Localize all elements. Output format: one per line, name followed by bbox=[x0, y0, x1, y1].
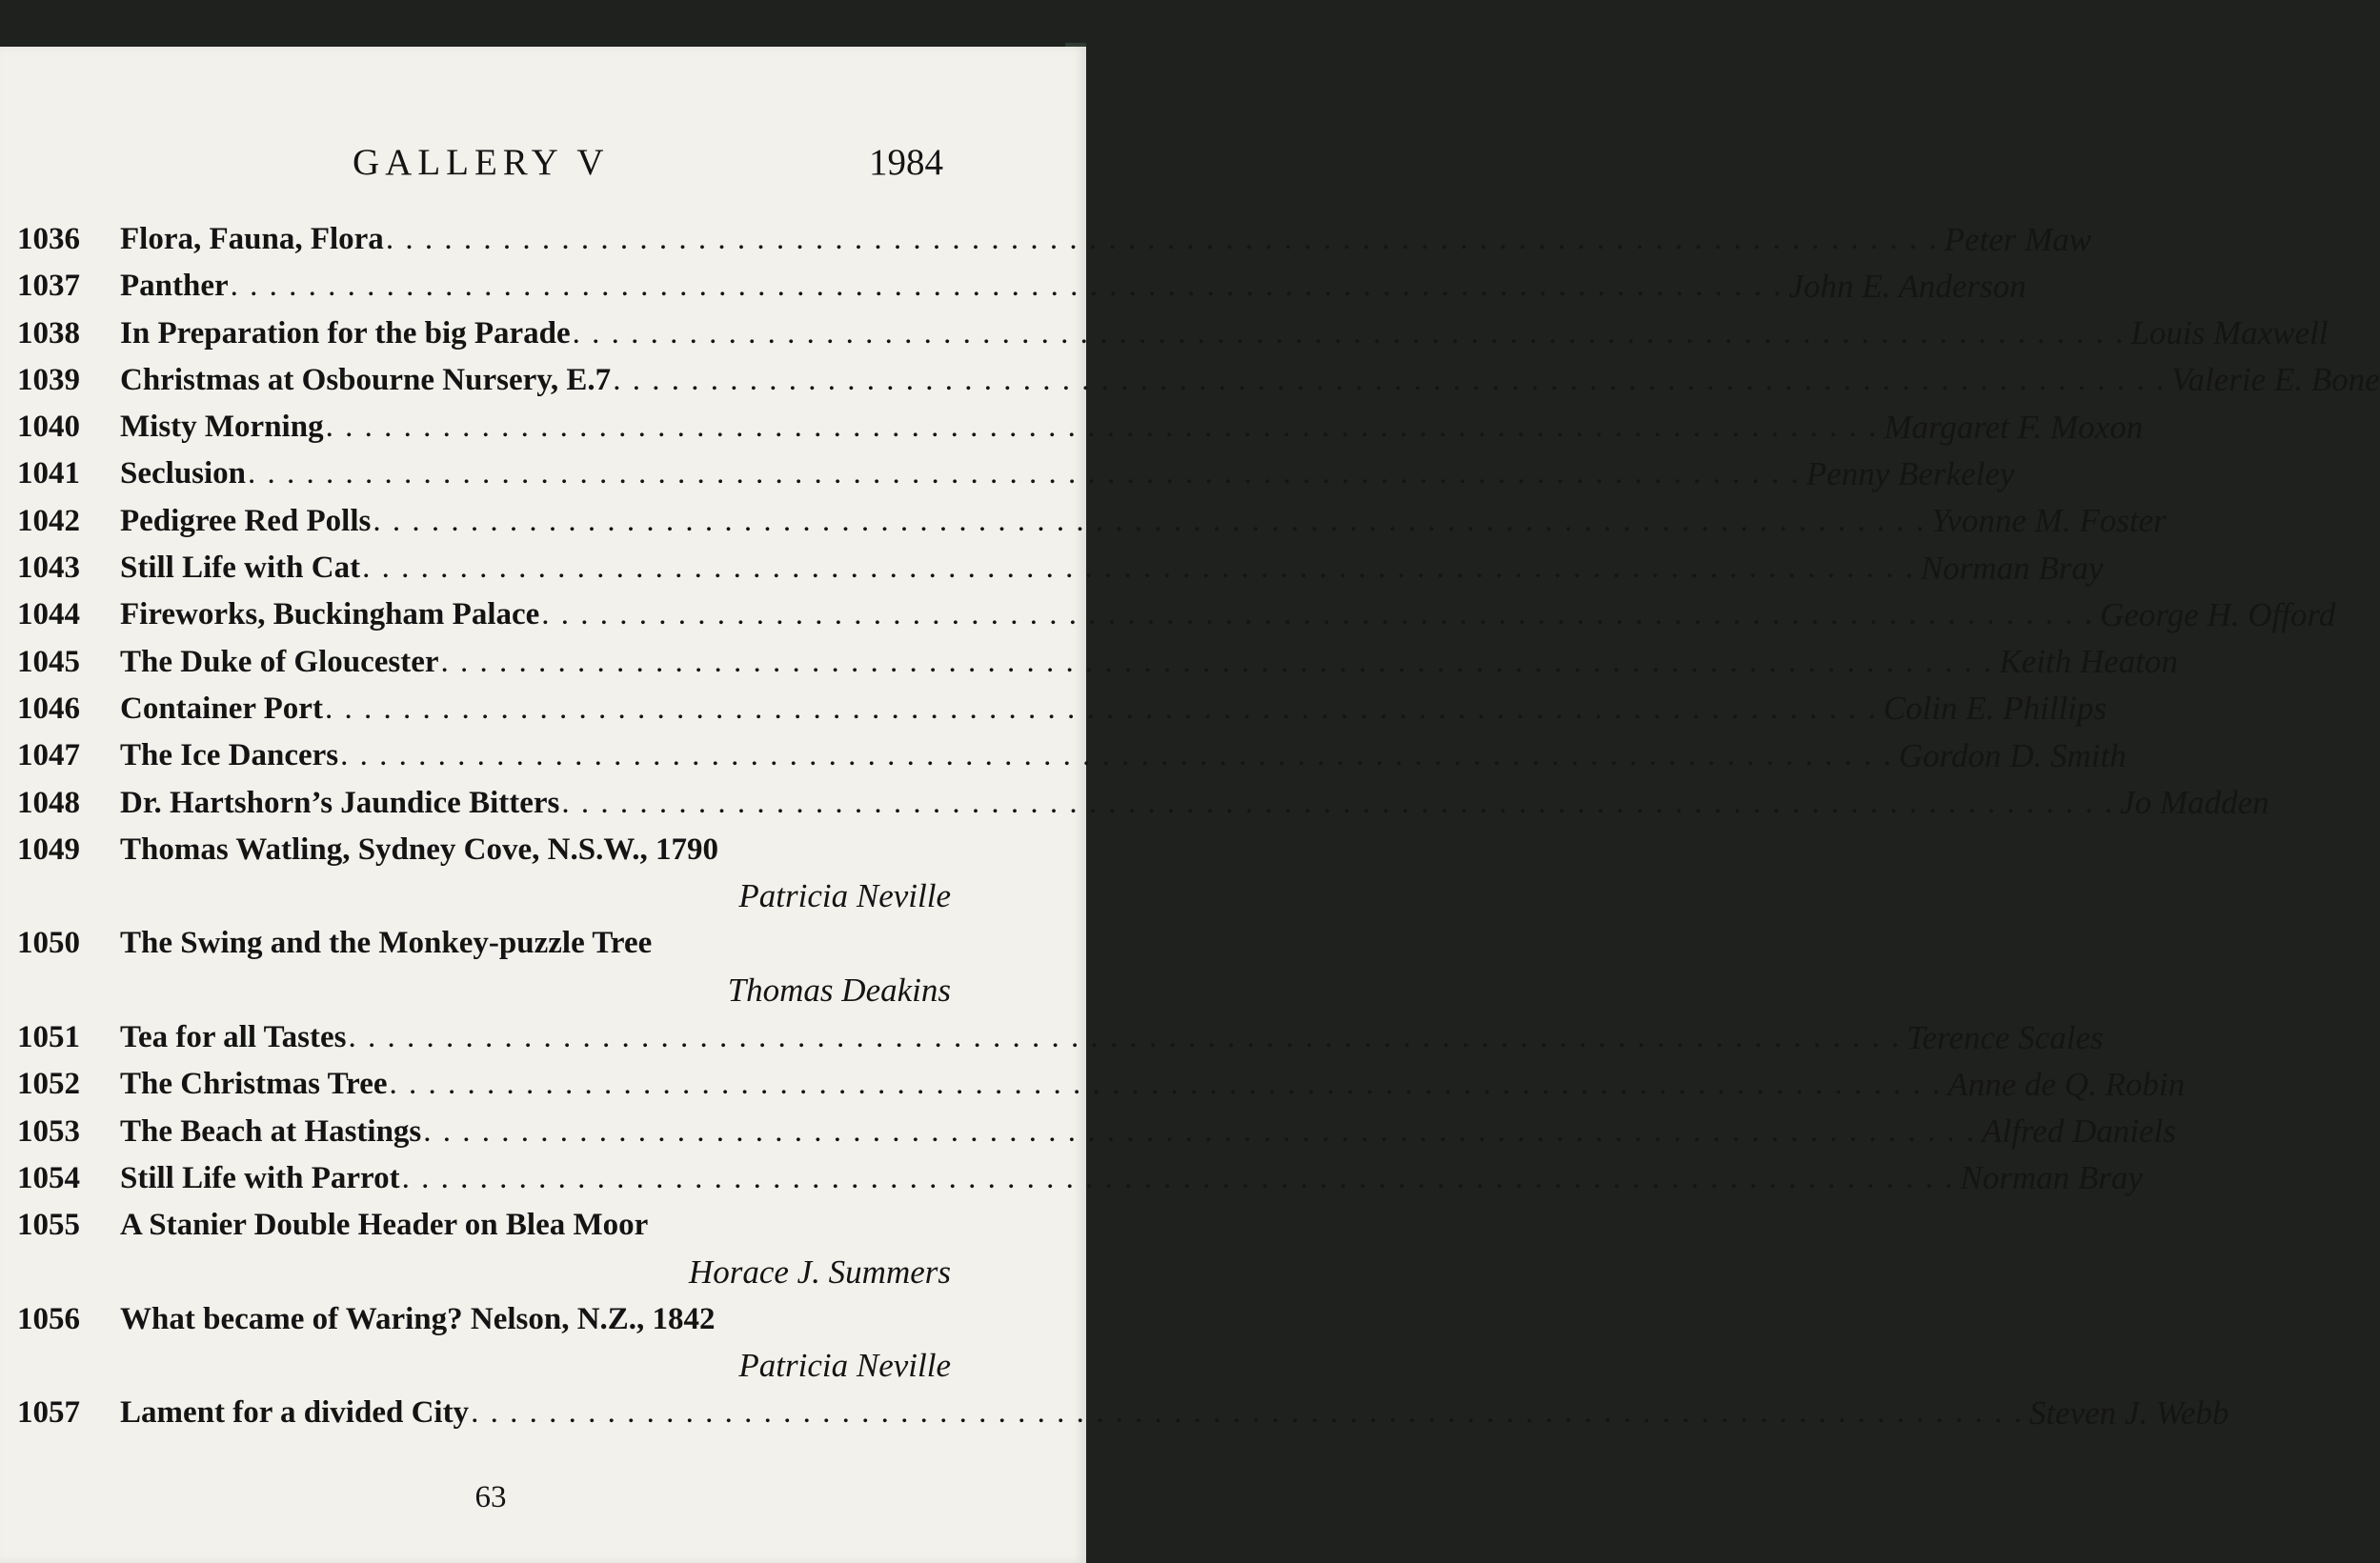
entry-artist: Gordon D. Smith bbox=[1898, 736, 2127, 774]
dot-leader: . . . . . . . . . . . . . . . . . . . . . . . . . . . . . . . . . . . . . . . . . . . . . . . . . . . . . . . . . . . . . . . . . . . . . . . . . . . . . . . . bbox=[340, 738, 1893, 773]
entry-number: 1038 bbox=[17, 315, 80, 351]
year: 1984 bbox=[869, 142, 943, 183]
entry-title: A Stanier Double Header on Blea Moor bbox=[120, 1208, 649, 1243]
entry-artist: Patricia Neville bbox=[738, 877, 951, 915]
entry-number: 1036 bbox=[17, 222, 80, 256]
book-page bbox=[0, 47, 2380, 1563]
dot-leader: . . . . . . . . . . . . . . . . . . . . . . . . . . . . . . . . . . . . . . . . . . . . . . . . . . . . . . . . . . . . . . . . . . . . . . . . . . . . . . . . bbox=[572, 315, 2126, 351]
entry-artist: Yvonne M. Foster bbox=[1931, 502, 2167, 540]
entry-number: 1040 bbox=[17, 410, 80, 445]
dot-leader: . . . . . . . . . . . . . . . . . . . . . . . . . . . . . . . . . . . . . . . . . . . . . . . . . . . . . . . . . . . . . . . . . . . . . . . . . . . . . . . . bbox=[248, 456, 1801, 491]
dot-leader: . . . . . . . . . . . . . . . . . . . . . . . . . . . . . . . . . . . . . . . . . . . . . . . . . . . . . . . . . . . . . . . . . . . . . . . . . . . . . . . . bbox=[324, 691, 1878, 726]
catalogue-entry bbox=[17, 311, 2329, 357]
catalogue-entry bbox=[17, 357, 2380, 404]
catalogue-entry bbox=[17, 451, 2015, 497]
entry-artist: Steven J. Webb bbox=[2028, 1393, 2229, 1432]
entry-title: The Christmas Tree bbox=[120, 1067, 388, 1102]
catalogue-entry bbox=[17, 545, 2104, 591]
entry-title: Misty Morning bbox=[120, 410, 324, 445]
entry-title: The Swing and the Monkey-puzzle Tree bbox=[120, 926, 653, 961]
entry-artist: Keith Heaton bbox=[1999, 643, 2178, 681]
entry-artist: Alfred Daniels bbox=[1982, 1112, 2176, 1151]
catalogue-entry bbox=[17, 780, 2269, 827]
entry-number: 1053 bbox=[17, 1113, 80, 1149]
dot-leader: . . . . . . . . . . . . . . . . . . . . . . . . . . . . . . . . . . . . . . . . . . . . . . . . . . . . . . . . . . . . . . . . . . . . . . . . . . . . . . . . bbox=[561, 785, 2115, 820]
entry-title: Container Port bbox=[120, 691, 323, 726]
entry-number: 1055 bbox=[17, 1208, 80, 1243]
entry-number: 1048 bbox=[17, 785, 80, 820]
catalogue-entry bbox=[17, 920, 951, 1014]
dot-leader: . . . . . . . . . . . . . . . . . . . . . . . . . . . . . . . . . . . . . . . . . . . . . . . . . . . . . . . . . . . . . . . . . . . . . . . . . . . . . . . . bbox=[325, 410, 1879, 445]
catalogue-entry bbox=[17, 1202, 951, 1296]
catalogue-entry bbox=[17, 498, 2167, 545]
entry-title: Seclusion bbox=[120, 456, 247, 491]
page-number: 63 bbox=[474, 1480, 507, 1514]
entry-title: Christmas at Osbourne Nursery, E.7 bbox=[120, 362, 612, 397]
entry-title: What became of Waring? Nelson, N.Z., 1842 bbox=[120, 1301, 716, 1336]
entry-number: 1042 bbox=[17, 503, 80, 538]
entry-number: 1046 bbox=[17, 691, 80, 726]
entry-number: 1045 bbox=[17, 644, 80, 679]
catalogue-entry bbox=[17, 1109, 2176, 1155]
entry-number: 1047 bbox=[17, 738, 80, 773]
catalogue-entry bbox=[17, 1296, 951, 1391]
entry-title: In Preparation for the big Parade bbox=[120, 315, 571, 351]
entry-artist: Valerie E. Bone bbox=[2170, 361, 2380, 399]
entry-artist: John E. Anderson bbox=[1788, 267, 2027, 305]
entry-artist: Louis Maxwell bbox=[2130, 314, 2329, 352]
entry-title: Thomas Watling, Sydney Cove, N.S.W., 1790 bbox=[120, 832, 719, 867]
entry-artist: Margaret F. Moxon bbox=[1884, 408, 2144, 446]
entry-number: 1057 bbox=[17, 1395, 80, 1431]
entry-title: Dr. Hartshorn’s Jaundice Bitters bbox=[120, 785, 560, 820]
dot-leader: . . . . . . . . . . . . . . . . . . . . . . . . . . . . . . . . . . . . . . . . . . . . . . . . . . . . . . . . . . . . . . . . . . . . . . . . . . . . . . . . bbox=[373, 503, 1926, 538]
entry-number: 1054 bbox=[17, 1160, 80, 1195]
dot-leader: . . . . . . . . . . . . . . . . . . . . . . . . . . . . . . . . . . . . . . . . . . . . . . . . . . . . . . . . . . . . . . . . . . . . . . . . . . . . . . . . bbox=[348, 1020, 1902, 1055]
entry-artist: Thomas Deakins bbox=[727, 971, 951, 1009]
entry-number: 1043 bbox=[17, 551, 80, 586]
gallery-title: GALLERY V bbox=[353, 142, 610, 183]
catalogue-list bbox=[17, 216, 2380, 1437]
entry-artist: George H. Offord bbox=[2100, 595, 2336, 633]
entry-artist: Terence Scales bbox=[1906, 1018, 2104, 1056]
entry-number: 1052 bbox=[17, 1067, 80, 1102]
entry-artist: Horace J. Summers bbox=[688, 1252, 951, 1291]
entry-title: The Beach at Hastings bbox=[120, 1113, 422, 1149]
entry-number: 1049 bbox=[17, 832, 80, 867]
entry-number: 1056 bbox=[17, 1301, 80, 1336]
entry-artist: Norman Bray bbox=[1920, 549, 2104, 587]
entry-artist: Norman Bray bbox=[1960, 1159, 2143, 1197]
catalogue-entry bbox=[17, 1155, 2143, 1202]
catalogue-entry bbox=[17, 216, 2092, 263]
catalogue-entry bbox=[17, 827, 951, 921]
entry-artist: Peter Maw bbox=[1944, 220, 2092, 258]
entry-artist: Penny Berkeley bbox=[1805, 454, 2015, 492]
entry-title: Still Life with Cat bbox=[120, 551, 361, 586]
catalogue-entry bbox=[17, 263, 2027, 310]
entry-title: The Ice Dancers bbox=[120, 738, 339, 773]
catalogue-entry bbox=[17, 1014, 2104, 1061]
dot-leader: . . . . . . . . . . . . . . . . . . . . . . . . . . . . . . . . . . . . . . . . . . . . . . . . . . . . . . . . . . . . . . . . . . . . . . . . . . . . . . . . bbox=[541, 597, 2095, 632]
entry-artist: Patricia Neville bbox=[738, 1347, 951, 1385]
entry-title: Pedigree Red Polls bbox=[120, 503, 372, 538]
entry-title: Fireworks, Buckingham Palace bbox=[120, 597, 540, 632]
entry-title: The Duke of Gloucester bbox=[120, 644, 439, 679]
dot-leader: . . . . . . . . . . . . . . . . . . . . . . . . . . . . . . . . . . . . . . . . . . . . . . . . . . . . . . . . . . . . . . . . . . . . . . . . . . . . . . . . bbox=[423, 1113, 1977, 1149]
dot-leader: . . . . . . . . . . . . . . . . . . . . . . . . . . . . . . . . . . . . . . . . . . . . . . . . . . . . . . . . . . . . . . . . . . . . . . . . . . . . . . . . bbox=[230, 269, 1784, 304]
entry-number: 1039 bbox=[17, 362, 80, 397]
entry-title: Lament for a divided City bbox=[120, 1395, 470, 1431]
catalogue-entry bbox=[17, 591, 2336, 638]
dot-leader: . . . . . . . . . . . . . . . . . . . . . . . . . . . . . . . . . . . . . . . . . . . . . . . . . . . . . . . . . . . . . . . . . . . . . . . . . . . . . . . . bbox=[401, 1160, 1955, 1195]
catalogue-entry bbox=[17, 732, 2127, 779]
entry-number: 1044 bbox=[17, 597, 80, 632]
catalogue-entry bbox=[17, 404, 2144, 451]
entry-number: 1041 bbox=[17, 456, 80, 491]
dot-leader: . . . . . . . . . . . . . . . . . . . . . . . . . . . . . . . . . . . . . . . . . . . . . . . . . . . . . . . . . . . . . . . . . . . . . . . . . . . . . . . . bbox=[440, 644, 1994, 679]
catalogue-entry bbox=[17, 1061, 2186, 1108]
entry-number: 1051 bbox=[17, 1020, 80, 1055]
catalogue-entry bbox=[17, 639, 2178, 686]
entry-artist: Jo Madden bbox=[2120, 784, 2269, 822]
entry-title: Flora, Fauna, Flora bbox=[120, 222, 384, 256]
entry-artist: Anne de Q. Robin bbox=[1947, 1065, 2186, 1103]
catalogue-entry bbox=[17, 1390, 2229, 1436]
dot-leader: . . . . . . . . . . . . . . . . . . . . . . . . . . . . . . . . . . . . . . . . . . . . . . . . . . . . . . . . . . . . . . . . . . . . . . . . . . . . . . . . bbox=[471, 1395, 2024, 1431]
entry-number: 1037 bbox=[17, 269, 80, 304]
entry-artist: Colin E. Phillips bbox=[1883, 690, 2108, 728]
dot-leader: . . . . . . . . . . . . . . . . . . . . . . . . . . . . . . . . . . . . . . . . . . . . . . . . . . . . . . . . . . . . . . . . . . . . . . . . . . . . . . . . bbox=[389, 1067, 1943, 1102]
entry-title: Panther bbox=[120, 269, 229, 304]
dot-leader: . . . . . . . . . . . . . . . . . . . . . . . . . . . . . . . . . . . . . . . . . . . . . . . . . . . . . . . . . . . . . . . . . . . . . . . . . . . . . . . . bbox=[613, 362, 2166, 397]
dot-leader: . . . . . . . . . . . . . . . . . . . . . . . . . . . . . . . . . . . . . . . . . . . . . . . . . . . . . . . . . . . . . . . . . . . . . . . . . . . . . . . . bbox=[362, 551, 1915, 586]
entry-number: 1050 bbox=[17, 926, 80, 961]
entry-title: Tea for all Tastes bbox=[120, 1020, 347, 1055]
catalogue-entry bbox=[17, 686, 2108, 732]
entry-title: Still Life with Parrot bbox=[120, 1160, 400, 1195]
dot-leader: . . . . . . . . . . . . . . . . . . . . . . . . . . . . . . . . . . . . . . . . . . . . . . . . . . . . . . . . . . . . . . . . . . . . . . . . . . . . . . . . bbox=[385, 222, 1939, 256]
